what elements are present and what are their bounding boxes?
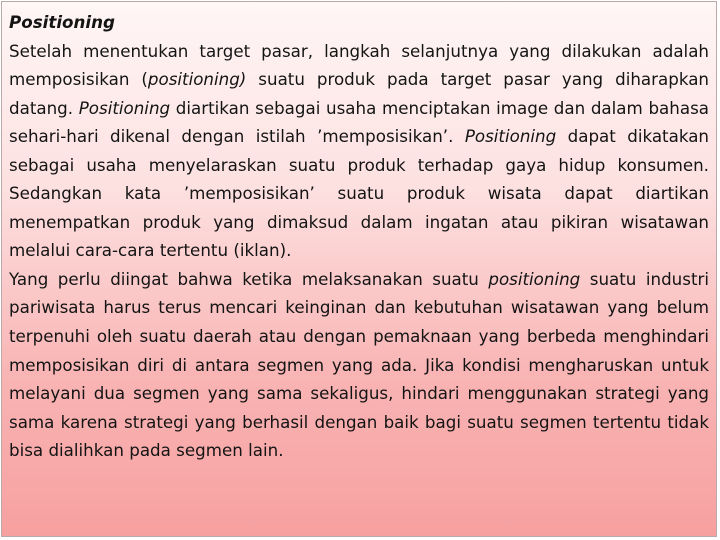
paragraph-2-run: suatu industri pariwisata harus terus mencari keinginan dan kebutuhan wisatawan yang belum terpenuhi oleh suatu daerah atau dengan pemaknaan yang berbeda menghindari memposisikan diri di antara segmen yang ada. Jika kondisi mengharuskan untuk melayani dua segmen yang sama sekaligus, hindari menggunakan strategi yang sama karena strategi yang berhasil dengan baik bagi suatu segmen tertentu tidak bisa dialihkan pada segmen lain.: [9, 268, 709, 461]
paragraph-1-run: diartikan sebagai usaha menciptakan image dan dalam bahasa sehari-hari dikenal dengan istilah ’memposisikan’.: [9, 97, 709, 147]
paragraph-1-italic-run: Positioning: [78, 97, 171, 118]
paragraph-1-run: dapat dikatakan sebagai usaha menyelaraskan suatu produk terhadap gaya hidup konsumen. Sedangkan kata ’memposisikan’ suatu produk wisata dapat diartikan menempatkan produk yang dimaksud dalam ingatan atau pikiran wisatawan melalui cara-cara tertentu (iklan).: [9, 126, 710, 261]
slide-title: Positioning: [9, 12, 115, 32]
paragraph-2-run: Yang perlu diingat bahwa ketika melaksanakan suatu: [9, 268, 489, 289]
paragraph-1: [9, 37, 709, 265]
slide-background: [1, 1, 717, 537]
paragraph-2-italic-run: positioning: [488, 268, 581, 289]
text-body: [9, 8, 709, 465]
paragraph-2: [9, 265, 709, 465]
paragraph-1-italic-run: Positioning: [464, 126, 557, 147]
paragraph-1-italic-run: positioning): [147, 69, 247, 90]
paragraph-1-run: suatu produk pada target pasar yang diharapkan datang.: [9, 69, 709, 118]
paragraph-1-run: Setelah menentukan target pasar, langkah selanjutnya yang dilakukan adalah memposisikan (: [9, 40, 709, 90]
